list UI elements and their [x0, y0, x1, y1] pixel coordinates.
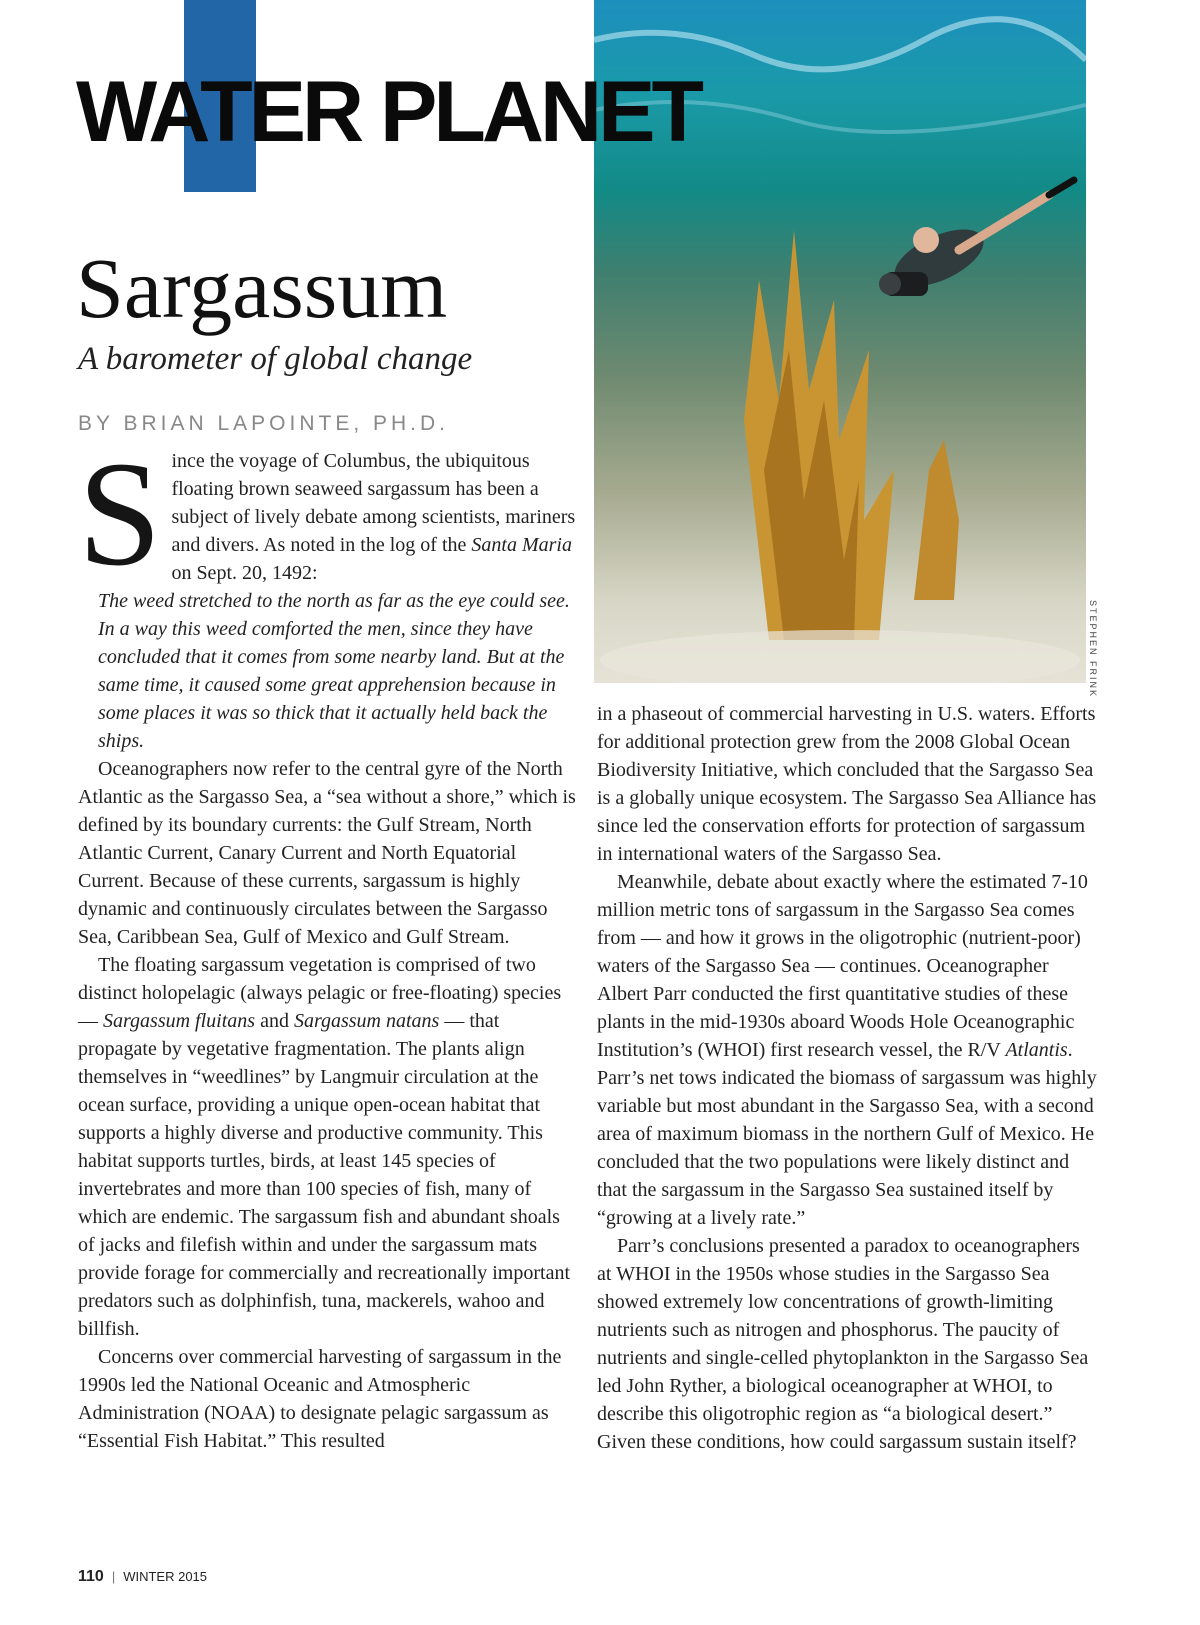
article-paragraph: Oceanographers now refer to the central gyre of the North Atlantic as the Sargasso Sea, a “sea without a shore,” which is defined by its boundary currents: the Gulf Stream, North Atlantic Current, Canary Current and North Equatorial Current. Because of these currents, sargassum is highly dynamic and continuously circulates between the Sargasso Sea, Caribbean Sea, Gulf of Mexico and Gulf Stream.: [78, 758, 576, 948]
issue-label: WINTER 2015: [123, 1569, 208, 1584]
page-footer: [78, 1568, 207, 1586]
photo-credit: STEPHEN FRINK: [1088, 600, 1098, 699]
article-column-right: [597, 700, 1097, 1456]
article-paragraph: Parr’s conclusions presented a paradox to oceanographers at WHOI in the 1950s whose studies in the Sargasso Sea showed extremely low concentrations of growth-limiting nutrients such as nitrogen and phosphorus. The paucity of nutrients and single-celled phytoplankton in the Sargasso Sea led John Ryther, a biological oceanographer at WHOI, to describe this oligotrophic region as “a biological desert.” Given these conditions, how could sargassum sustain itself?: [597, 1235, 1089, 1453]
article-column-left: [78, 431, 578, 1455]
article-paragraph: Concerns over commercial harvesting of sargassum in the 1990s led the National Oceanic and Atmospheric Administration (NOAA) to designate pelagic sargassum as “Essential Fish Habitat.” This resulted: [78, 1346, 562, 1452]
article-paragraph: in a phaseout of commercial harvesting in U.S. waters. Efforts for additional protection grew from the 2008 Global Ocean Biodiversity Initiative, which concluded that the Sargasso Sea is a globally unique ecosystem. The Sargasso Sea Alliance has since led the conservation efforts for protection of sargassum in international waters of the Sargasso Sea.: [597, 703, 1097, 865]
article-headline: Sargassum: [76, 240, 448, 336]
drop-cap: S: [78, 431, 162, 597]
section-title: WATER PLANET: [76, 64, 701, 160]
footer-separator: |: [111, 1569, 116, 1584]
article-paragraph: Meanwhile, debate about exactly where the estimated 7-10 million metric tons of sargassum in the Sargasso Sea comes from — and how it grows in the oligotrophic (nutrient-poor) waters of the Sargasso Sea — continues. Oceanographer Albert Parr conducted the first quantitative studies of these plants in the mid-1930s aboard Woods Hole Oceanographic Institution’s (WHOI) first research vessel, the R/V Atlantis. Parr’s net tows indicated the biomass of sargassum was highly variable but most abundant in the Sargasso Sea, with a second area of maximum biomass in the northern Gulf of Mexico. He concluded that the two populations were likely distinct and that the sargassum in the Sargasso Sea sustained itself by “growing at a lively rate.”: [597, 871, 1097, 1229]
article-subhead: A barometer of global change: [78, 341, 473, 377]
page-number: 110: [78, 1568, 104, 1585]
article-paragraph: The floating sargassum vegetation is comprised of two distinct holopelagic (always pelagic or free-floating) species — Sargassum fluitans and Sargassum natans — that propagate by vegetative fragmentation. The plants align themselves in “weedlines” by Langmuir circulation at the ocean surface, providing a unique open-ocean habitat that supports a highly diverse and productive community. This habitat supports turtles, birds, at least 145 species of invertebrates and more than 100 species of fish, many of which are endemic. The sargassum fish and abundant shoals of jacks and filefish within and under the sargassum mats provide forage for commercially and recreationally important predators such as dolphinfish, tuna, mackerels, wahoo and billfish.: [78, 954, 571, 1340]
log-quote: The weed stretched to the north as far as the eye could see. In a way this weed comforted the men, since they have concluded that it comes from some nearby land. But at the same time, it caused some great apprehension because in some places it was so thick that it actually held back the ships.: [98, 590, 570, 752]
diver-figure: [879, 180, 1074, 298]
byline: BY BRIAN LAPOINTE, PH.D.: [78, 412, 450, 435]
article-paragraph: Since the voyage of Columbus, the ubiquitous floating brown seaweed sargassum has been a subject of lively debate among scientists, mariners and divers. As noted in the log of the Santa Maria on Sept. 20, 1492:: [78, 431, 576, 597]
